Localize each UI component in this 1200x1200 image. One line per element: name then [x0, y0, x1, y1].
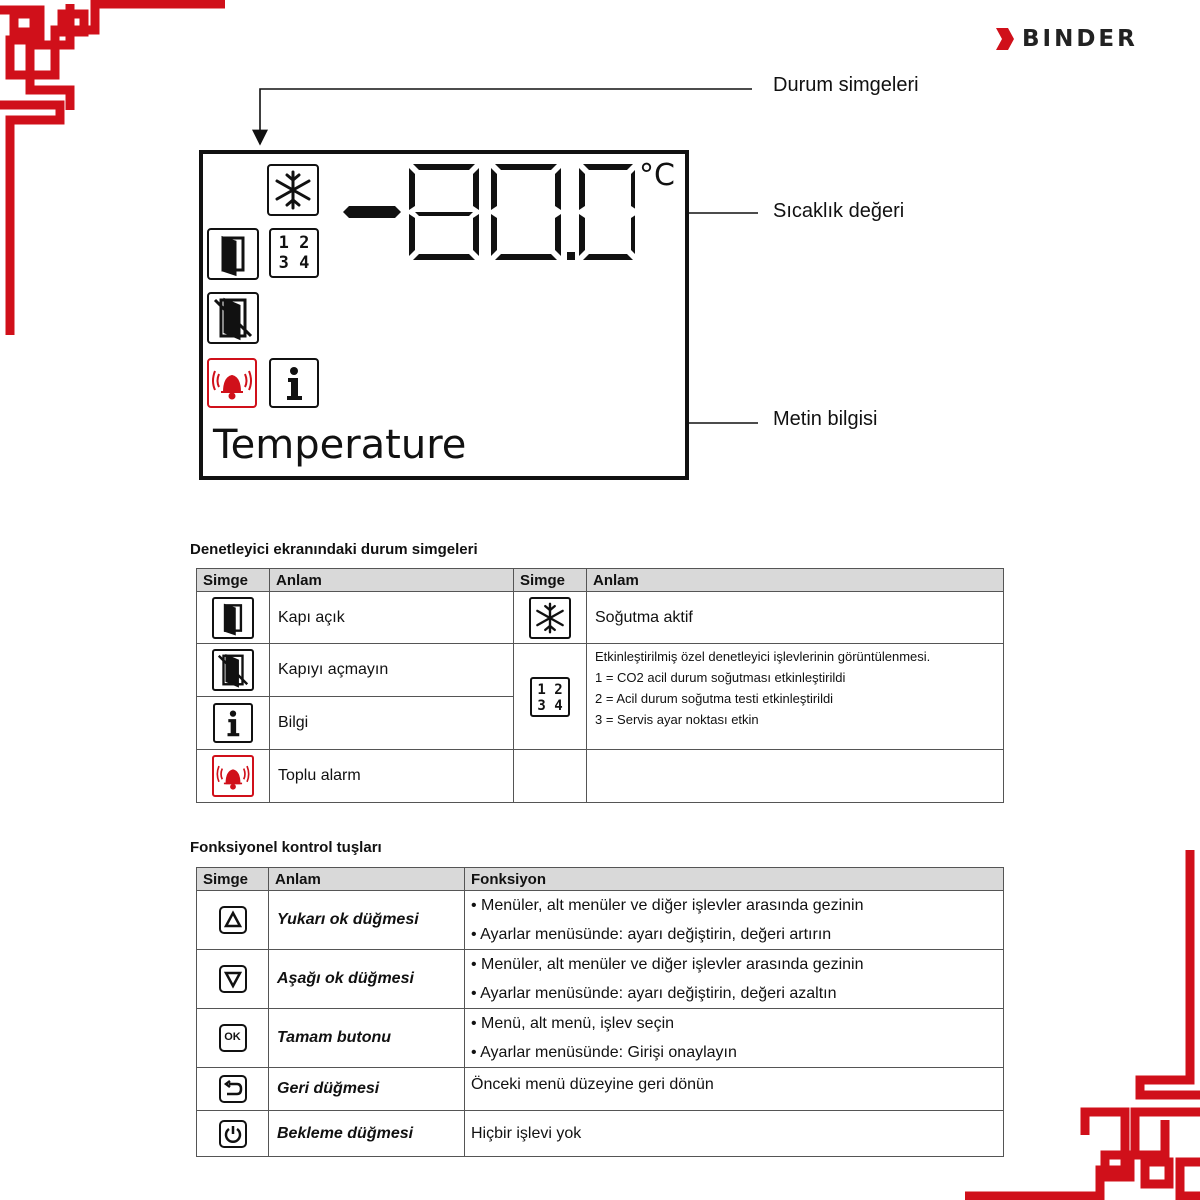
table-row	[197, 1068, 1004, 1111]
status-meaning: Kapıyı açmayın	[270, 644, 514, 697]
status-meaning: Bilgi	[270, 697, 514, 750]
controller-display	[199, 150, 689, 480]
up-arrow-key-icon	[219, 906, 247, 934]
info-icon	[213, 703, 253, 743]
key-meaning: Yukarı ok düğmesi	[269, 891, 465, 950]
digit-0a	[491, 164, 561, 260]
alarm-bell-icon	[212, 755, 254, 797]
brand-name: BINDER	[1022, 26, 1138, 52]
callout-status-icons: Durum simgeleri	[773, 74, 919, 96]
display-text-line: Temperature	[213, 422, 467, 468]
status-table-heading: Denetleyici ekranındaki durum simgeleri	[190, 541, 478, 558]
table-row	[197, 891, 1004, 950]
key-meaning: Tamam butonu	[269, 1009, 465, 1068]
col-header-meaning: Anlam	[269, 868, 465, 891]
callout-text-info: Metin bilgisi	[773, 408, 878, 430]
table-row	[197, 644, 1004, 697]
special-functions-digits-top: 1 2	[278, 233, 310, 253]
col-header-icon: Simge	[197, 868, 269, 891]
desc-line: 2 = Acil durum soğutma testi etkinleştirildi	[595, 691, 834, 706]
status-table-header-row	[197, 569, 1004, 592]
desc-line: Etkinleştirilmiş özel denetleyici işlevlerinin görüntülenmesi.	[595, 649, 931, 664]
digit-0b	[579, 164, 635, 260]
table-row	[197, 1111, 1004, 1157]
key-function: Hiçbir işlevi yok	[465, 1111, 1004, 1157]
table-row	[197, 592, 1004, 644]
alarm-bell-icon	[207, 358, 257, 408]
special-functions-1234-icon	[269, 228, 319, 278]
status-icons-table	[196, 568, 1004, 803]
do-not-open-door-icon	[212, 649, 254, 691]
callout-temperature-value: Sıcaklık değeri	[773, 200, 905, 222]
function-keys-table	[196, 867, 1004, 1157]
info-icon	[269, 358, 319, 408]
key-meaning: Bekleme düğmesi	[269, 1111, 465, 1157]
keys-table-heading: Fonksiyonel kontrol tuşları	[190, 839, 382, 856]
snowflake-icon	[529, 597, 571, 639]
key-function: • Menü, alt menü, işlev seçin • Ayarlar menüsünde: Girişi onaylayın	[465, 1009, 1004, 1068]
callout-line-status	[260, 89, 752, 144]
standby-key-icon	[219, 1120, 247, 1148]
col-header-icon: Simge	[197, 569, 270, 592]
snowflake-icon	[267, 164, 319, 216]
keys-table-header-row	[197, 868, 1004, 891]
status-meaning: Kapı açık	[270, 592, 514, 644]
status-meaning: Soğutma aktif	[587, 592, 1004, 644]
special-functions-description	[587, 644, 1004, 750]
col-header-function: Fonksiyon	[465, 868, 1004, 891]
special-functions-1234-icon: 1 2 3 4	[530, 677, 570, 717]
desc-line: 3 = Servis ayar noktası etkin	[595, 712, 759, 727]
key-function: • Menüler, alt menüler ve diğer işlevler arasında gezinin • Ayarlar menüsünde: ayarı değiştirin, değeri artırın	[465, 891, 1004, 950]
ok-key-icon: OK	[219, 1024, 247, 1052]
col-header-meaning-2: Anlam	[587, 569, 1004, 592]
temperature-unit: °C	[639, 158, 675, 193]
key-meaning: Aşağı ok düğmesi	[269, 950, 465, 1009]
digit-8	[409, 164, 479, 260]
table-row	[197, 750, 1004, 803]
down-arrow-key-icon	[219, 965, 247, 993]
back-key-icon	[219, 1075, 247, 1103]
table-row	[197, 950, 1004, 1009]
col-header-icon-2: Simge	[514, 569, 587, 592]
desc-line: 1 = CO2 acil durum soğutması etkinleştirildi	[595, 670, 846, 685]
status-meaning: Toplu alarm	[270, 750, 514, 803]
table-row	[197, 1009, 1004, 1068]
special-functions-digits-bottom: 3 4	[278, 253, 310, 273]
do-not-open-door-icon	[207, 292, 259, 344]
door-open-icon	[212, 597, 254, 639]
door-open-icon	[207, 228, 259, 280]
key-function: • Menüler, alt menüler ve diğer işlevler arasında gezinin • Ayarlar menüsünde: ayarı değiştirin, değeri azaltın	[465, 950, 1004, 1009]
temperature-digits	[335, 160, 635, 264]
key-meaning: Geri düğmesi	[269, 1068, 465, 1111]
col-header-meaning: Anlam	[270, 569, 514, 592]
key-function: Önceki menü düzeyine geri dönün	[465, 1068, 1004, 1111]
